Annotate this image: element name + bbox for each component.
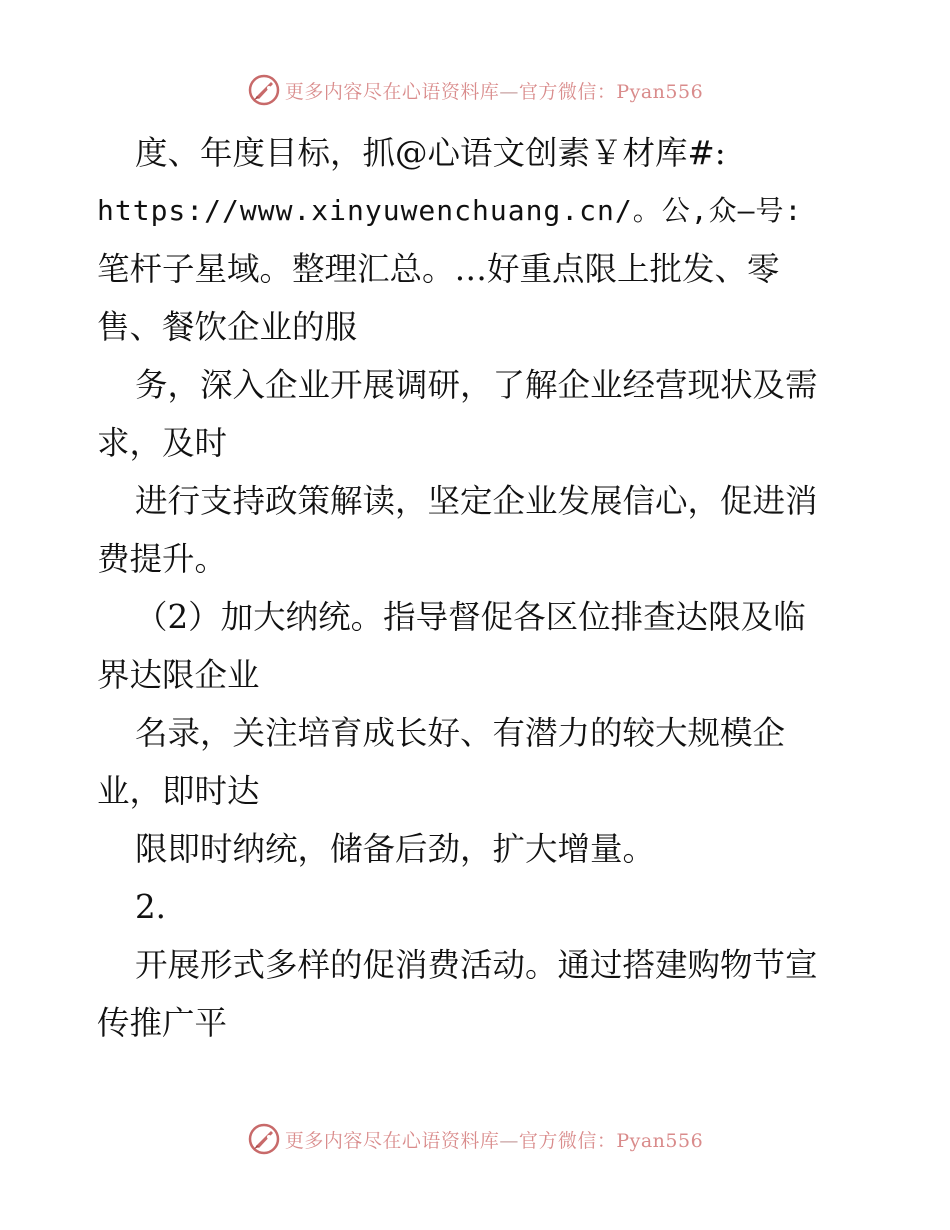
text-line: 开展形式多样的促消费活动。通过搭建购物节宣 <box>135 946 818 984</box>
text-line: （2）加大纳统。指导督促各区位排查达限及临 <box>135 598 806 636</box>
text-line: 传推广平 <box>97 1004 228 1042</box>
document-body <box>97 124 857 1052</box>
text-line: 业，即时达 <box>97 772 260 810</box>
quill-logo-icon <box>247 73 281 107</box>
footer-banner-separator: — <box>499 1129 519 1152</box>
text-line: 笔杆子星域。整理汇总。…好重点限上批发、零 <box>97 250 780 288</box>
header-banner <box>0 72 950 108</box>
text-line: 务，深入企业开展调研，了解企业经营现状及需 <box>135 366 818 404</box>
header-banner-separator: — <box>499 80 519 103</box>
header-banner-contact: 官方微信：Pyan556 <box>518 80 704 103</box>
footer-banner <box>0 1121 950 1157</box>
quill-logo-icon <box>247 1122 281 1156</box>
header-banner-title: 更多内容尽在心语资料库 <box>284 80 500 103</box>
text-line: https://www.xinyuwenchuang.cn/。公,众—号: <box>97 194 803 227</box>
footer-banner-contact: 官方微信：Pyan556 <box>518 1129 704 1152</box>
footer-banner-title: 更多内容尽在心语资料库 <box>284 1129 500 1152</box>
text-line: 求，及时 <box>97 424 228 462</box>
text-line: 限即时纳统，储备后劲，扩大增量。 <box>135 830 656 868</box>
text-line: 售、餐饮企业的服 <box>97 308 358 346</box>
text-line: 界达限企业 <box>97 656 260 694</box>
text-line: 名录，关注培育成长好、有潜力的较大规模企 <box>135 714 786 752</box>
text-line: 2. <box>135 888 167 926</box>
text-line: 进行支持政策解读，坚定企业发展信心，促进消 <box>135 482 818 520</box>
text-line: 度、年度目标，抓@心语文创素￥材库#: <box>135 134 726 172</box>
text-line: 费提升。 <box>97 540 228 578</box>
